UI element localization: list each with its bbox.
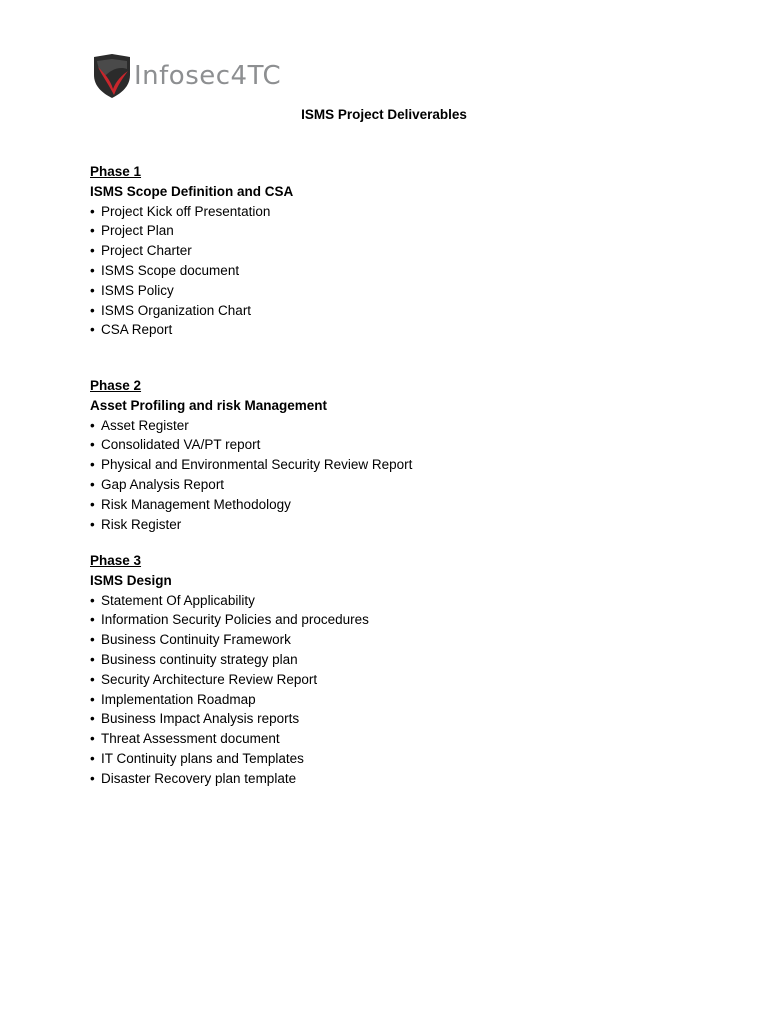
list-item-text: Project Plan: [101, 223, 174, 239]
list-item: [90, 416, 412, 436]
bullet-icon: •: [90, 417, 95, 433]
phase-section: [90, 162, 293, 340]
list-item-text: Project Charter: [101, 243, 192, 259]
list-item: [90, 591, 369, 611]
list-item-text: Business continuity strategy plan: [101, 651, 298, 667]
list-item-text: Asset Register: [101, 417, 189, 433]
bullet-icon: •: [90, 322, 95, 338]
phase-label: Phase 2: [90, 378, 142, 393]
list-item-text: Project Kick off Presentation: [101, 203, 271, 219]
list-item-text: Information Security Policies and procedures: [101, 612, 369, 628]
bullet-icon: •: [90, 203, 95, 219]
list-item: [90, 709, 369, 729]
list-item-text: Business Impact Analysis reports: [101, 711, 300, 727]
company-logo: [92, 52, 281, 100]
list-item: [90, 281, 293, 301]
phase-section: [90, 551, 369, 789]
list-item: [90, 261, 293, 281]
list-item: [90, 729, 369, 749]
list-item: [90, 202, 293, 222]
list-item: [90, 241, 293, 261]
list-item-text: CSA Report: [101, 322, 173, 338]
phase-label: Phase 3: [90, 553, 142, 568]
bullet-icon: •: [90, 750, 95, 766]
list-item: [90, 670, 369, 690]
bullet-icon: •: [90, 632, 95, 648]
list-item-text: Statement Of Applicability: [101, 592, 255, 608]
bullet-icon: •: [90, 592, 95, 608]
bullet-icon: •: [90, 691, 95, 707]
deliverables-list: [90, 591, 369, 789]
list-item: [90, 515, 412, 535]
list-item-text: Disaster Recovery plan template: [101, 770, 297, 786]
bullet-icon: •: [90, 770, 95, 786]
phase-heading: ISMS Design: [90, 572, 172, 588]
list-item-text: ISMS Scope document: [101, 262, 240, 278]
list-item: [90, 769, 369, 789]
list-item-text: Gap Analysis Report: [101, 476, 225, 492]
list-item-text: ISMS Organization Chart: [101, 302, 252, 318]
deliverables-list: [90, 202, 293, 341]
list-item-text: Implementation Roadmap: [101, 691, 256, 707]
bullet-icon: •: [90, 457, 95, 473]
bullet-icon: •: [90, 671, 95, 687]
bullet-icon: •: [90, 302, 95, 318]
list-item-text: Physical and Environmental Security Review Report: [101, 457, 413, 473]
bullet-icon: •: [90, 437, 95, 453]
list-item: [90, 320, 293, 340]
list-item: [90, 630, 369, 650]
shield-icon: [92, 53, 132, 99]
deliverables-list: [90, 416, 412, 535]
list-item-text: IT Continuity plans and Templates: [101, 750, 304, 766]
phase-label: Phase 1: [90, 164, 142, 179]
document-title: ISMS Project Deliverables: [301, 107, 467, 122]
bullet-icon: •: [90, 282, 95, 298]
bullet-icon: •: [90, 516, 95, 532]
bullet-icon: •: [90, 651, 95, 667]
list-item: [90, 475, 412, 495]
list-item: [90, 650, 369, 670]
list-item-text: Business Continuity Framework: [101, 632, 291, 648]
bullet-icon: •: [90, 476, 95, 492]
list-item-text: Risk Register: [101, 516, 182, 532]
bullet-icon: •: [90, 243, 95, 259]
list-item-text: Security Architecture Review Report: [101, 671, 318, 687]
list-item: [90, 455, 412, 475]
bullet-icon: •: [90, 612, 95, 628]
phase-heading: Asset Profiling and risk Management: [90, 397, 328, 413]
list-item: [90, 690, 369, 710]
list-item: [90, 610, 369, 630]
bullet-icon: •: [90, 262, 95, 278]
bullet-icon: •: [90, 731, 95, 747]
list-item-text: Risk Management Methodology: [101, 496, 291, 512]
list-item: [90, 495, 412, 515]
phase-heading: ISMS Scope Definition and CSA: [90, 183, 294, 199]
bullet-icon: •: [90, 223, 95, 239]
list-item-text: Threat Assessment document: [101, 731, 280, 747]
list-item: [90, 221, 293, 241]
logo-wordmark: Infosec4TC: [134, 61, 282, 91]
list-item: [90, 301, 293, 321]
bullet-icon: •: [90, 711, 95, 727]
list-item: [90, 435, 412, 455]
bullet-icon: •: [90, 496, 95, 512]
list-item-text: Consolidated VA/PT report: [101, 437, 261, 453]
phase-section: [90, 376, 412, 534]
list-item-text: ISMS Policy: [101, 282, 174, 298]
list-item: [90, 749, 369, 769]
